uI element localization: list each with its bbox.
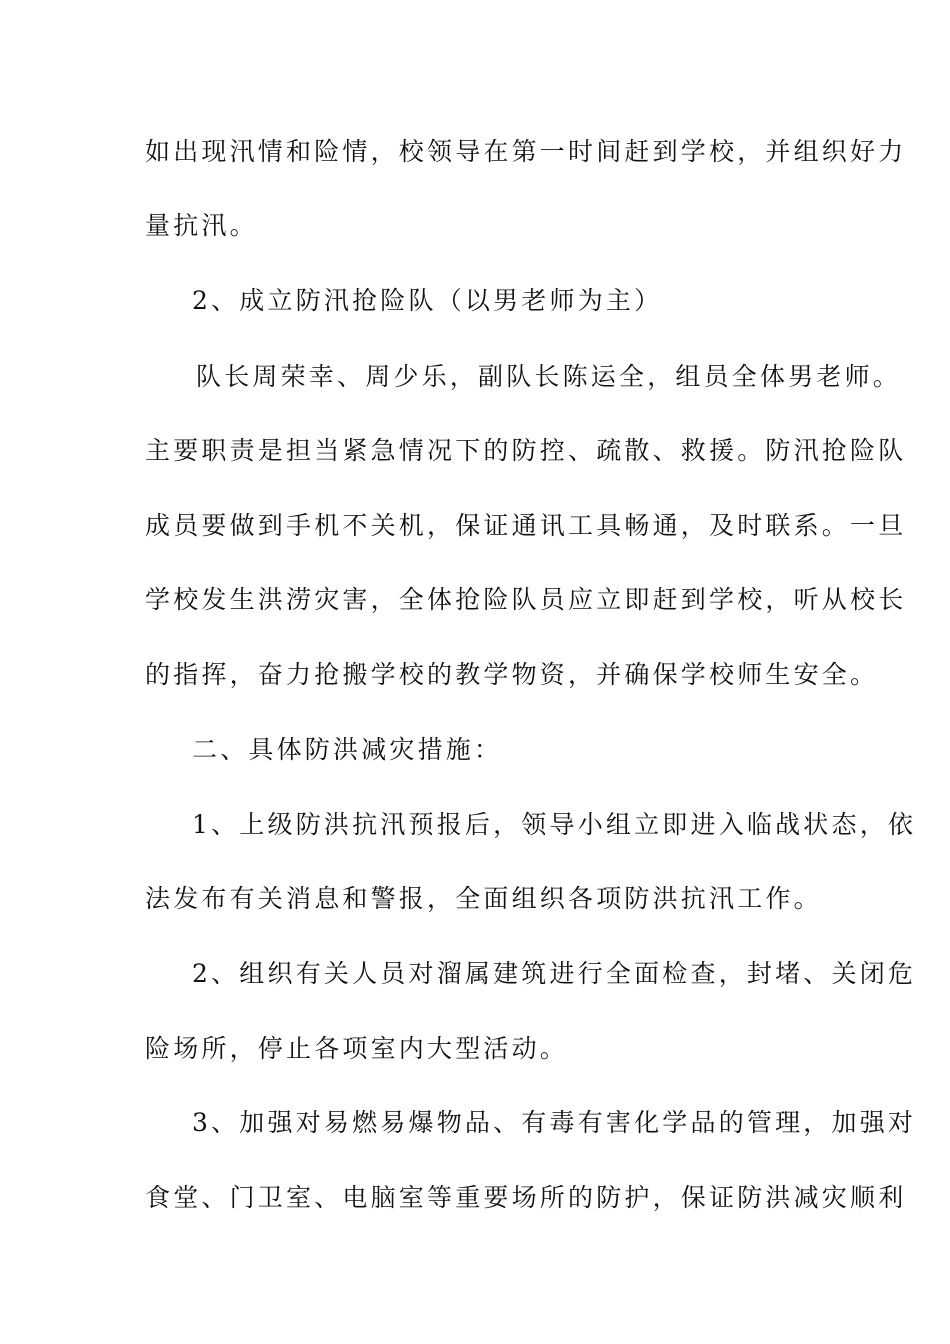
text-line-10: 1、上级防洪抗汛预报后，领导小组立即进入临战状态，依 — [192, 810, 917, 839]
text-line-5: 主要职责是担当紧急情况下的防控、疏散、救援。防汛抢险队 — [145, 436, 907, 465]
text-line-9: 二、具体防洪减灾措施： — [192, 735, 503, 764]
text-line-7: 学校发生洪涝灾害，全体抢险队员应立即赶到学校，听从校长 — [145, 585, 907, 614]
text-line-13: 险场所，停止各项室内大型活动。 — [145, 1034, 569, 1063]
text-line-12: 2、组织有关人员对溜属建筑进行全面检查，封堵、关闭危 — [192, 959, 917, 988]
text-line-15: 食堂、门卫室、电脑室等重要场所的防护，保证防洪减灾顺利 — [145, 1183, 907, 1212]
text-line-11: 法发布有关消息和警报，全面组织各项防洪抗汛工作。 — [145, 884, 822, 913]
text-line-8: 的指挥，奋力抢搬学校的教学物资，并确保学校师生安全。 — [145, 660, 879, 689]
text-line-4: 队长周荣幸、周少乐，副队长陈运全，组员全体男老师。 — [196, 362, 902, 391]
text-line-2: 量抗汛。 — [145, 211, 258, 240]
text-line-14: 3、加强对易燃易爆物品、有毒有害化学品的管理，加强对 — [192, 1108, 917, 1137]
text-line-6: 成员要做到手机不关机，保证通讯工具畅通，及时联系。一旦 — [145, 511, 907, 540]
text-line-1: 如出现汛情和险情，校领导在第一时间赶到学校，并组织好力 — [145, 137, 907, 166]
text-line-3: 2、成立防汛抢险队（以男老师为主） — [192, 286, 663, 315]
